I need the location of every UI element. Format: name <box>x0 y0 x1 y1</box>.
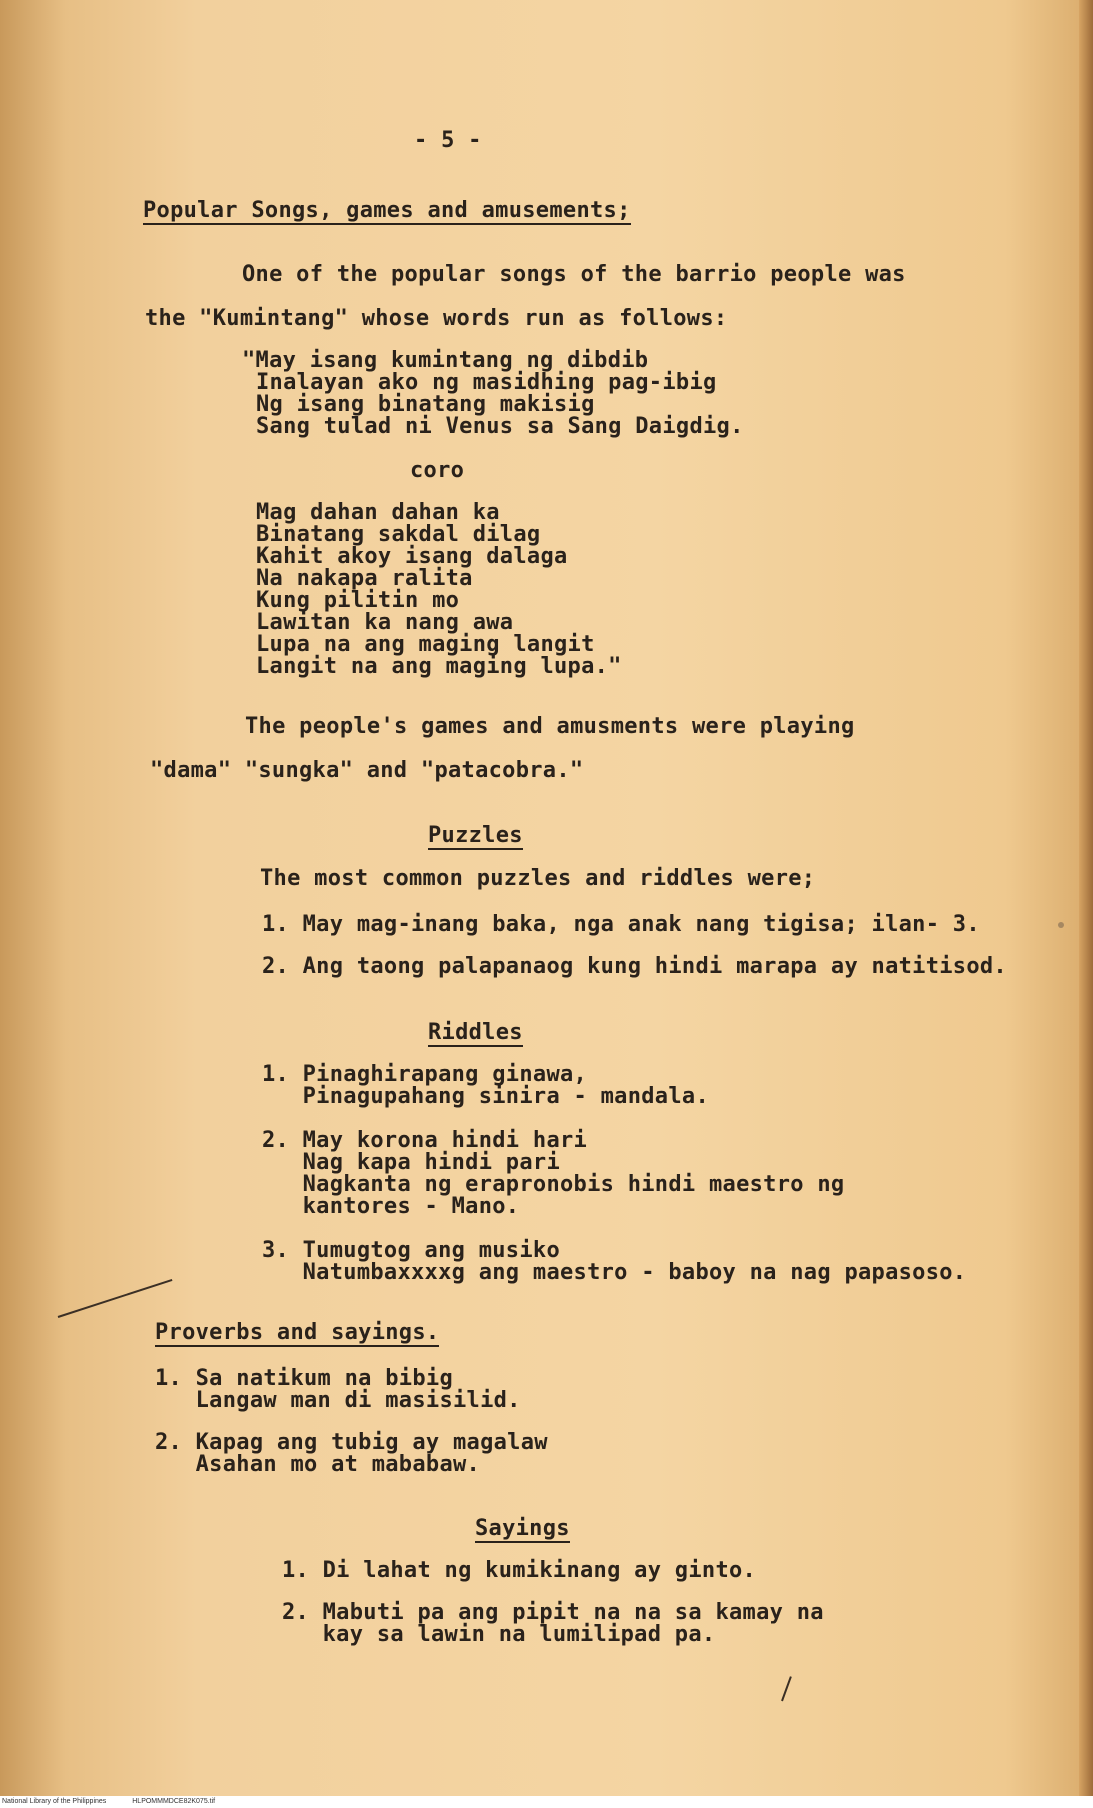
riddle-line: Nagkanta ng erapronobis hindi maestro ng <box>262 1172 845 1197</box>
puzzles-heading: Puzzles <box>428 823 523 848</box>
puzzles-intro: The most common puzzles and riddles were; <box>260 866 816 891</box>
verse-line: Ng isang binatang makisig <box>256 392 595 417</box>
verse-line: Inalayan ako ng masidhing pag-ibig <box>256 370 717 395</box>
sayings-heading: Sayings <box>475 1516 570 1541</box>
riddle-line: 1. Pinaghirapang ginawa, <box>262 1062 588 1087</box>
proverb-line: 2. Kapag ang tubig ay magalaw <box>155 1430 548 1455</box>
page-edge <box>1079 0 1093 1796</box>
coro-line: Na nakapa ralita <box>256 566 473 591</box>
riddle-line: Natumbaxxxxg ang maestro - baboy na nag papasoso. <box>262 1260 967 1285</box>
footer-strip <box>0 1796 1093 1808</box>
paper-spot <box>1058 922 1064 928</box>
proverbs-heading: Proverbs and sayings. <box>155 1320 440 1345</box>
coro-line: Lupa na ang maging langit <box>256 632 595 657</box>
riddles-heading: Riddles <box>428 1020 523 1045</box>
proverb-line: Langaw man di masisilid. <box>155 1388 521 1413</box>
games-line-2: "dama" "sungka" and "patacobra." <box>150 758 584 783</box>
puzzle-item: 2. Ang taong palapanaog kung hindi marapa ay natitisod. <box>262 954 1007 979</box>
footer-library: National Library of the Philippines <box>2 1798 107 1805</box>
riddle-line: 3. Tumugtog ang musiko <box>262 1238 560 1263</box>
verse-line: Sang tulad ni Venus sa Sang Daigdig. <box>256 414 744 439</box>
saying-line: 2. Mabuti pa ang pipit na na sa kamay na <box>282 1600 824 1625</box>
footer-file: HLPOMMMDCE82K075.tif <box>132 1798 216 1805</box>
coro-line: Kahit akoy isang dalaga <box>256 544 568 569</box>
puzzle-item: 1. May mag-inang baka, nga anak nang tigisa; ilan- 3. <box>262 912 980 937</box>
intro-line-1: One of the popular songs of the barrio people was <box>242 262 906 287</box>
page-number: - 5 - <box>414 128 482 153</box>
coro-line: Langit na ang maging lupa." <box>256 654 622 679</box>
riddle-line: kantores - Mano. <box>262 1194 520 1219</box>
coro-line: Binatang sakdal dilag <box>256 522 541 547</box>
riddle-line: 2. May korona hindi hari <box>262 1128 588 1153</box>
intro-line-2: the "Kumintang" whose words run as follows: <box>145 306 728 331</box>
coro-line: Mag dahan dahan ka <box>256 500 500 525</box>
coro-line: Lawitan ka nang awa <box>256 610 514 635</box>
saying-line: kay sa lawin na lumilipad pa. <box>282 1622 716 1647</box>
games-line-1: The people's games and amusments were playing <box>245 714 855 739</box>
coro-line: Kung pilitin mo <box>256 588 460 613</box>
proverb-line: Asahan mo at mababaw. <box>155 1452 481 1477</box>
riddle-line: Nag kapa hindi pari <box>262 1150 560 1175</box>
coro-label: coro <box>410 458 465 483</box>
section-heading-songs: Popular Songs, games and amusements; <box>143 198 631 223</box>
saying-line: 1. Di lahat ng kumikinang ay ginto. <box>282 1558 757 1583</box>
riddle-line: Pinagupahang sinira - mandala. <box>262 1084 709 1109</box>
verse-line: "May isang kumintang ng dibdib <box>242 348 649 373</box>
proverb-line: 1. Sa natikum na bibig <box>155 1366 453 1391</box>
